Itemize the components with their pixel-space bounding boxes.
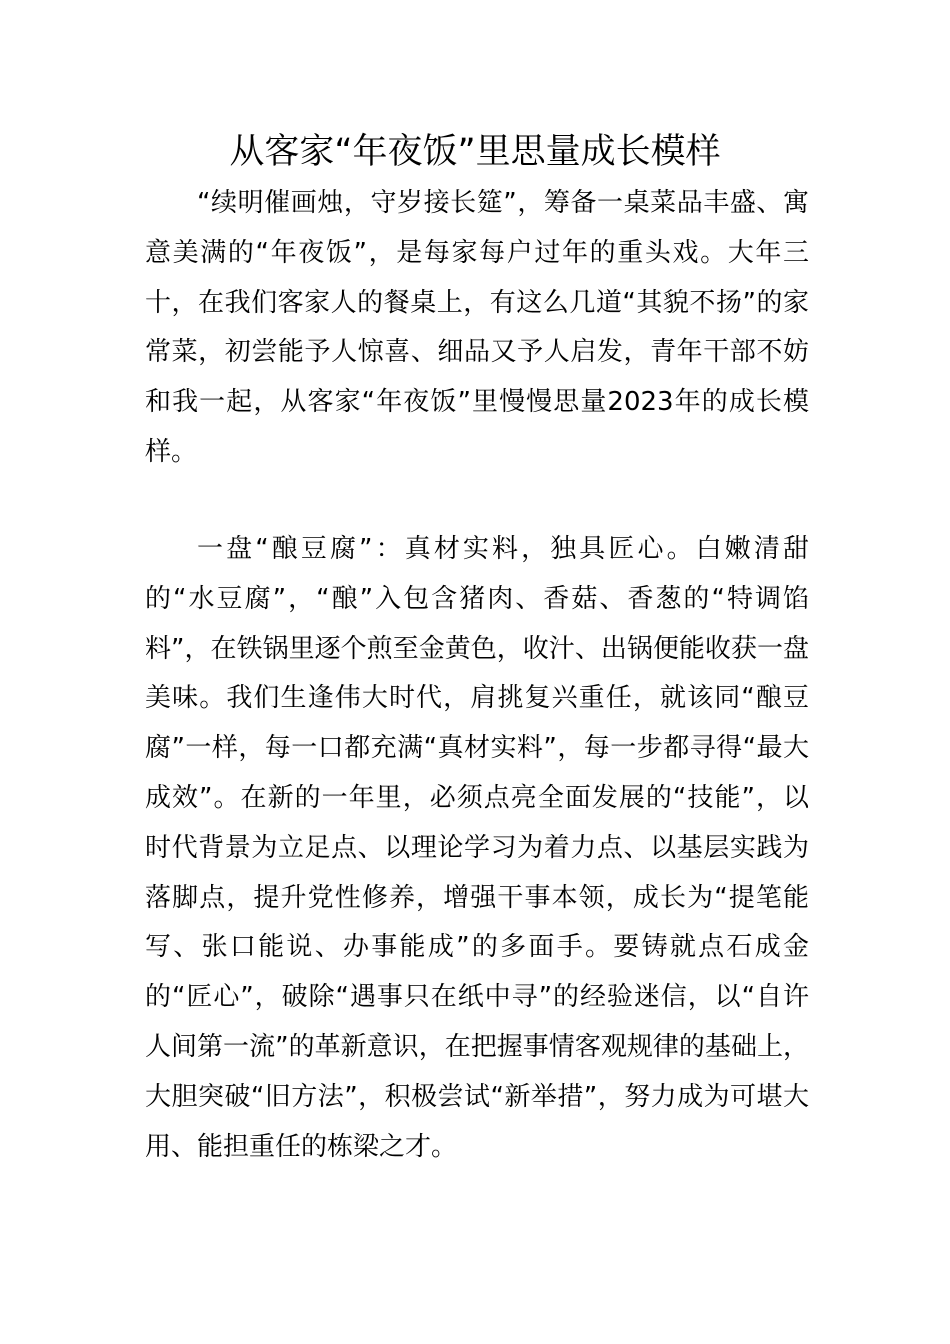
document-title: 从客家“年夜饭”里思量成长模样 bbox=[229, 132, 721, 172]
paragraph-intro: “续明催画烛，守岁接长筵”，筹备一桌菜品丰盛、寓意美满的“年夜饭”，是每家每户过年的重头戏。大年三十，在我们客家人的餐桌上，有这么几道“其貌不扬”的家常菜，初尝能予人惊喜、细品又予人启发，青年干部不妨和我一起，从客家“年夜饭”里慢慢思量2023年的成长模样。 bbox=[145, 188, 809, 467]
paragraph-tofu: 一盘“酿豆腐”：真材实料，独具匠心。白嫩清甜的“水豆腐”，“酿”入包含猪肉、香菇、香葱的“特调馅料”，在铁锅里逐个煎至金黄色，收汁、出锅便能收获一盘美味。我们生逢伟大时代，肩挑复兴重任，就该同“酿豆腐”一样，每一口都充满“真材实料”，每一步都寻得“最大成效”。在新的一年里，必须点亮全面发展的“技能”，以时代背景为立足点、以理论学习为着力点、以基层实践为落脚点，提升党性修养，增强干事本领，成长为“提笔能写、张口能说、办事能成”的多面手。要铸就点石成金的“匠心”，破除“遇事只在纸中寻”的经验迷信，以“自许人间第一流”的革新意识，在把握事情客观规律的基础上，大胆突破“旧方法”，积极尝试“新举措”，努力成为可堪大用、能担重任的栋梁之才。 bbox=[145, 534, 809, 1162]
